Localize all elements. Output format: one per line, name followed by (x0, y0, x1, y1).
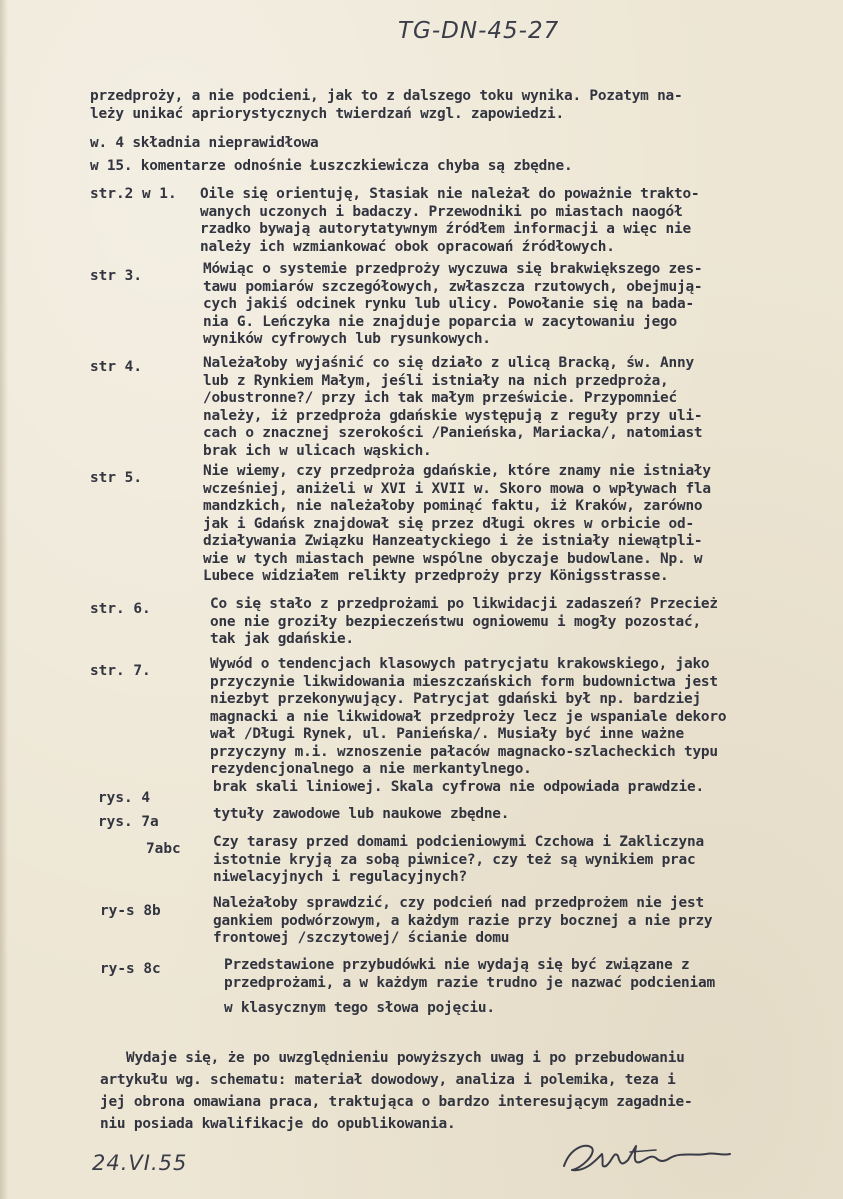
section-line: należy ich wzmiankować obok opracowań źródłowych. (200, 238, 615, 255)
section-line: działywania Związku Hanzeatyckiego i że istniały niewątpli- (203, 533, 703, 549)
section-text-str4 (203, 355, 702, 460)
section-label-rys7a: rys. 7a (98, 814, 159, 830)
section-line: rezydencjonalnego a nie merkantylnego. (210, 761, 532, 777)
section-line: wyników cyfrowych lub rysunkowych. (203, 331, 491, 347)
section-line: Należałoby wyjaśnić co się działo z ulicą Bracką, św. Anny (203, 355, 694, 371)
section-line: tytuły zawodowe lub naukowe zbędne. (213, 806, 510, 822)
section-line: przyczyny m.i. wznoszenie pałaców magnacko-szlacheckich typu (210, 743, 718, 760)
section-line: one nie groziły bezpieczeństwu ogniowemu i mogły pozostać, (210, 613, 701, 630)
section-line: należy, iż przedproża gdańskie występują z reguły przy uli- (203, 407, 703, 424)
section-line: niwelacyjnych i regulacyjnych? (213, 869, 467, 885)
section-line: wcześniej, aniżeli w XVI i XVII w. Skoro mowa o wpływach fla (203, 480, 711, 497)
section-line: Mówiąc o systemie przedproży wyczuwa się brakwiększego zes- (203, 261, 703, 277)
section-text-rys8b (213, 895, 712, 948)
section-line: magnacki a nie likwidował przedproży lecz je wspaniale dekoro (210, 708, 727, 725)
section-line: tawu pomiarów szczegółowych, zwłaszcza rzutowych, obejmują- (203, 278, 703, 295)
section-line: rzadko bywają autorytatywnym źródłem informacji a więc nie (200, 221, 691, 237)
section-line: niezbyt przekonywujący. Patrycjat gdański był np. bardziej (210, 691, 701, 707)
section-line: jak i Gdańsk znajdował się przez długi okres w orbicie od- (203, 515, 694, 532)
section-text-str6 (210, 596, 718, 649)
section-line: istotnie kryją za sobą piwnice?, czy też są wynikiem prac (213, 851, 696, 868)
section-label-str5: str 5. (90, 470, 142, 486)
section-text-rys4 (213, 779, 704, 797)
conclusion-paragraph (100, 1047, 693, 1135)
conclusion-line: jej obrona omawiana praca, traktująca o bardzo interesującym zagadnie- (100, 1094, 693, 1110)
section-line: przedprożami, a w każdym razie trudno je nazwać podcieniam (224, 974, 715, 991)
section-line: Oile się orientuję, Stasiak nie należał do poważnie trakto- (200, 186, 700, 202)
section-line: w klasycznym tego słowa pojęciu. (224, 1000, 495, 1016)
signature-icon (556, 1132, 736, 1182)
section-line: Czy tarasy przed domami podcieniowymi Czchowa i Zakliczyna (213, 834, 704, 850)
section-text-str5 (203, 463, 711, 586)
section-line: nia G. Leńczyka nie znajduje poparcia w zacytowaniu jego (203, 313, 677, 330)
section-label-str6: str. 6. (90, 601, 151, 617)
section-label-str4: str 4. (90, 359, 142, 375)
section-line: wanych uczonych i badaczy. Przewodniki po miastach naogół (200, 203, 683, 220)
section-label-str2: str.2 w 1. (90, 186, 177, 202)
section-line: cych jakiś odcinek rynku lub ulicy. Powołanie się na bada- (203, 296, 694, 312)
section-line: brak skali liniowej. Skala cyfrowa nie odpowiada prawdzie. (213, 779, 704, 795)
section-line: mandzkich, nie należałoby pominąć faktu, iż Kraków, zarówno (203, 498, 703, 514)
section-text-str3 (203, 261, 702, 349)
section-line: lub z Rynkiem Małym, jeśli istniały na nich przedproża, (203, 372, 669, 389)
page-edge-shadow (0, 0, 8, 1199)
conclusion-line: artykułu wg. schematu: materiał dowodowy, analiza i polemika, teza i (100, 1072, 676, 1088)
intro-line: leży unikać apriorystycznych twierdzań wzgl. zapowiedzi. (90, 105, 564, 122)
section-label-rys8c: ry-s 8c (100, 961, 161, 977)
section-label-str3: str 3. (90, 268, 142, 284)
section-label-rys8b: ry-s 8b (100, 903, 161, 919)
section-line: frontowej /szczytowej/ ścianie domu (213, 930, 510, 946)
section-line: wał /Długi Rynek, ul. Panieńska/. Musiały być inne ważne (210, 726, 684, 742)
intro-line: przedproży, a nie podcieni, jak to z dalszego toku wynika. Pozatym na- (90, 88, 683, 104)
section-line: przyczynie likwidowania mieszczańskich form budownictwa jest (210, 673, 718, 690)
conclusion-line: Wydaje się, że po uwzględnieniu powyższych uwag i po przebudowaniu (126, 1050, 685, 1066)
section-line: Należałoby sprawdzić, czy podcień nad przedprożem nie jest (213, 895, 704, 911)
note-w15: w 15. komentarze odnośnie Łuszczkiewicza chyba są zbędne. (90, 158, 573, 174)
section-line: Wywód o tendencjach klasowych patrycjatu krakowskiego, jako (210, 656, 710, 672)
section-text-str2 (200, 186, 699, 256)
section-line: wie w tych miastach pewne wspólne obyczaje budowlane. Np. w (203, 550, 703, 567)
section-line: Lubece widziałem relikty przedproży przy Königsstrasse. (203, 568, 669, 584)
note-w4: w. 4 składnia nieprawidłowa (90, 135, 319, 151)
section-text-rys8c (224, 957, 715, 1018)
section-line: gankiem podwórzowym, a każdym razie przy bocznej a nie przy (213, 912, 713, 929)
section-line: brak ich w ulicach wąskich. (203, 442, 432, 459)
section-label-rys4: rys. 4 (98, 790, 150, 806)
conclusion-line: niu posiada kwalifikacje do opublikowania. (100, 1116, 456, 1132)
section-line: Co się stało z przedprożami po likwidacji zadaszeń? Przecież (210, 596, 718, 612)
section-line: tak jak gdańskie. (210, 631, 354, 647)
intro-paragraph (90, 88, 682, 123)
section-text-7abc (213, 834, 704, 887)
section-text-str7 (210, 656, 726, 779)
section-text-rys7a (213, 806, 509, 824)
section-label-7abc: 7abc (146, 841, 181, 857)
section-line: /obustronne?/ przy ich tak małym prześwicie. Przypomnieć (203, 390, 677, 406)
section-line: Przedstawione przybudówki nie wydają się być związane z (224, 957, 690, 973)
section-line: Nie wiemy, czy przedproża gdańskie, które znamy nie istniały (203, 463, 711, 479)
handwritten-date: 24.VI.55 (92, 1151, 188, 1175)
section-line: cach o znacznej szerokości /Panieńska, Mariacka/, natomiast (203, 425, 703, 441)
reference-id: TG-DN-45-27 (398, 18, 560, 44)
section-label-str7: str. 7. (90, 663, 151, 679)
